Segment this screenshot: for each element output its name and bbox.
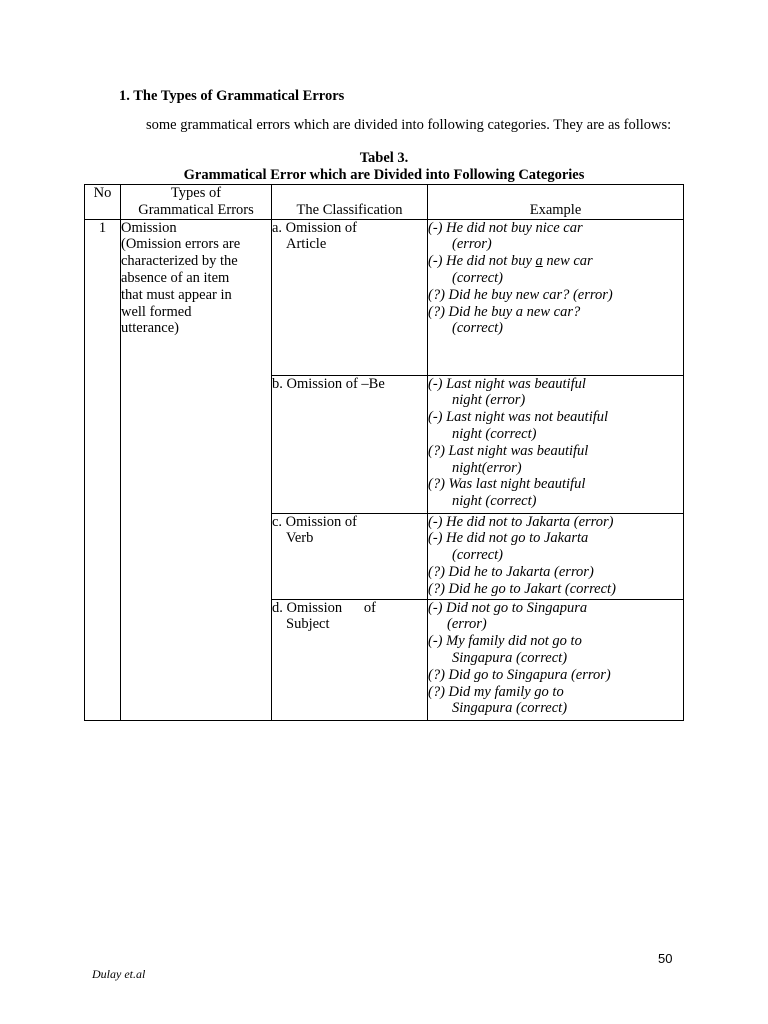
example-line: Singapura (correct)	[452, 649, 568, 666]
example-line: (?) Did he buy new car? (error)	[428, 286, 613, 303]
example-line: (-) He did not to Jakarta (error)	[428, 513, 614, 530]
error-type-desc-line: (Omission errors are	[121, 236, 241, 253]
table-label: Tabel 3.	[359, 150, 409, 166]
example-line: night (correct)	[452, 493, 537, 510]
classification-label-line: d. Omission of	[272, 599, 376, 616]
example-line: (correct)	[452, 269, 503, 286]
header-types-line1: Types of	[170, 185, 222, 201]
underlined-word: a	[535, 253, 543, 270]
classification-be	[272, 375, 428, 513]
example-line: (?) Did he to Jakarta (error)	[428, 563, 594, 580]
example-line: (-) He did not go to Jakarta	[428, 530, 589, 547]
intro-paragraph	[119, 117, 675, 134]
error-type-desc-line: absence of an item	[121, 269, 230, 286]
example-line	[428, 253, 683, 270]
header-example	[428, 185, 684, 220]
classification-label	[272, 514, 427, 548]
example-line: (?) Did go to Singapura (error)	[428, 666, 611, 683]
footer-citation: Dulay et.al	[92, 967, 146, 981]
example-line: night(error)	[452, 459, 522, 476]
header-classification	[272, 185, 428, 220]
example-text: new car	[542, 253, 593, 270]
header-example-label: Example	[529, 201, 582, 218]
error-type-desc-line: utterance)	[121, 320, 179, 337]
examples-be	[428, 375, 684, 513]
example-line: (?) Did he buy a new car?	[428, 303, 581, 320]
table-header-row	[85, 185, 684, 220]
example-text: (-) He did not buy	[428, 253, 536, 270]
example-line: (-) Did not go to Singapura	[428, 599, 588, 616]
example-line: (error)	[452, 236, 492, 253]
example-line: (-) He did not buy nice car	[428, 219, 583, 236]
example-line: (?) Was last night beautiful	[428, 476, 586, 493]
example-line: (-) My family did not go to	[428, 633, 582, 650]
intro-text: some grammatical errors which are divided into following categories. They are as follows:	[146, 117, 672, 133]
example-line: (correct)	[452, 320, 503, 337]
example-line: (-) Last night was not beautiful	[428, 409, 609, 426]
example-line: (?) Did he go to Jakart (correct)	[428, 580, 616, 597]
examples-article	[428, 219, 684, 375]
row-number: 1	[85, 219, 121, 720]
example-line: (-) Last night was beautiful	[428, 375, 586, 392]
error-type-title: Omission	[121, 219, 177, 236]
error-type-desc-line: that must appear in	[121, 286, 232, 303]
example-line: (error)	[447, 616, 487, 633]
classification-label-line: c. Omission of	[272, 513, 357, 530]
classification-label	[272, 220, 427, 254]
table-row	[85, 219, 684, 375]
header-classification-label: The Classification	[296, 201, 403, 218]
error-type-desc-line: well formed	[121, 303, 192, 320]
classification-label-line: Article	[286, 236, 327, 253]
example-line: night (error)	[452, 392, 526, 409]
classification-label-line: Verb	[286, 530, 314, 547]
classification-subject	[272, 599, 428, 720]
example-line: Singapura (correct)	[452, 700, 568, 717]
classification-label	[272, 600, 427, 634]
page-number: 50	[658, 951, 673, 966]
classification-label-line: b. Omission of –Be	[272, 375, 385, 392]
example-line: (?) Last night was beautiful	[428, 442, 589, 459]
section-heading: 1. The Types of Grammatical Errors	[119, 88, 345, 104]
example-line: night (correct)	[452, 425, 537, 442]
grammatical-errors-table	[84, 184, 684, 721]
classification-label-line: a. Omission of	[272, 219, 357, 236]
examples-subject	[428, 599, 684, 720]
classification-article	[272, 219, 428, 375]
header-types-line2: Grammatical Errors	[138, 201, 254, 218]
table-title: Grammatical Error which are Divided into Following Categories	[183, 167, 585, 183]
error-type	[121, 219, 272, 720]
examples-verb	[428, 513, 684, 599]
classification-verb	[272, 513, 428, 599]
example-line: (?) Did my family go to	[428, 683, 564, 700]
example-line: (correct)	[452, 547, 503, 564]
header-types	[121, 185, 272, 220]
classification-label	[272, 376, 427, 393]
error-type-desc-line: characterized by the	[121, 253, 238, 270]
classification-label-line: Subject	[286, 616, 330, 633]
header-no: No	[85, 185, 121, 220]
